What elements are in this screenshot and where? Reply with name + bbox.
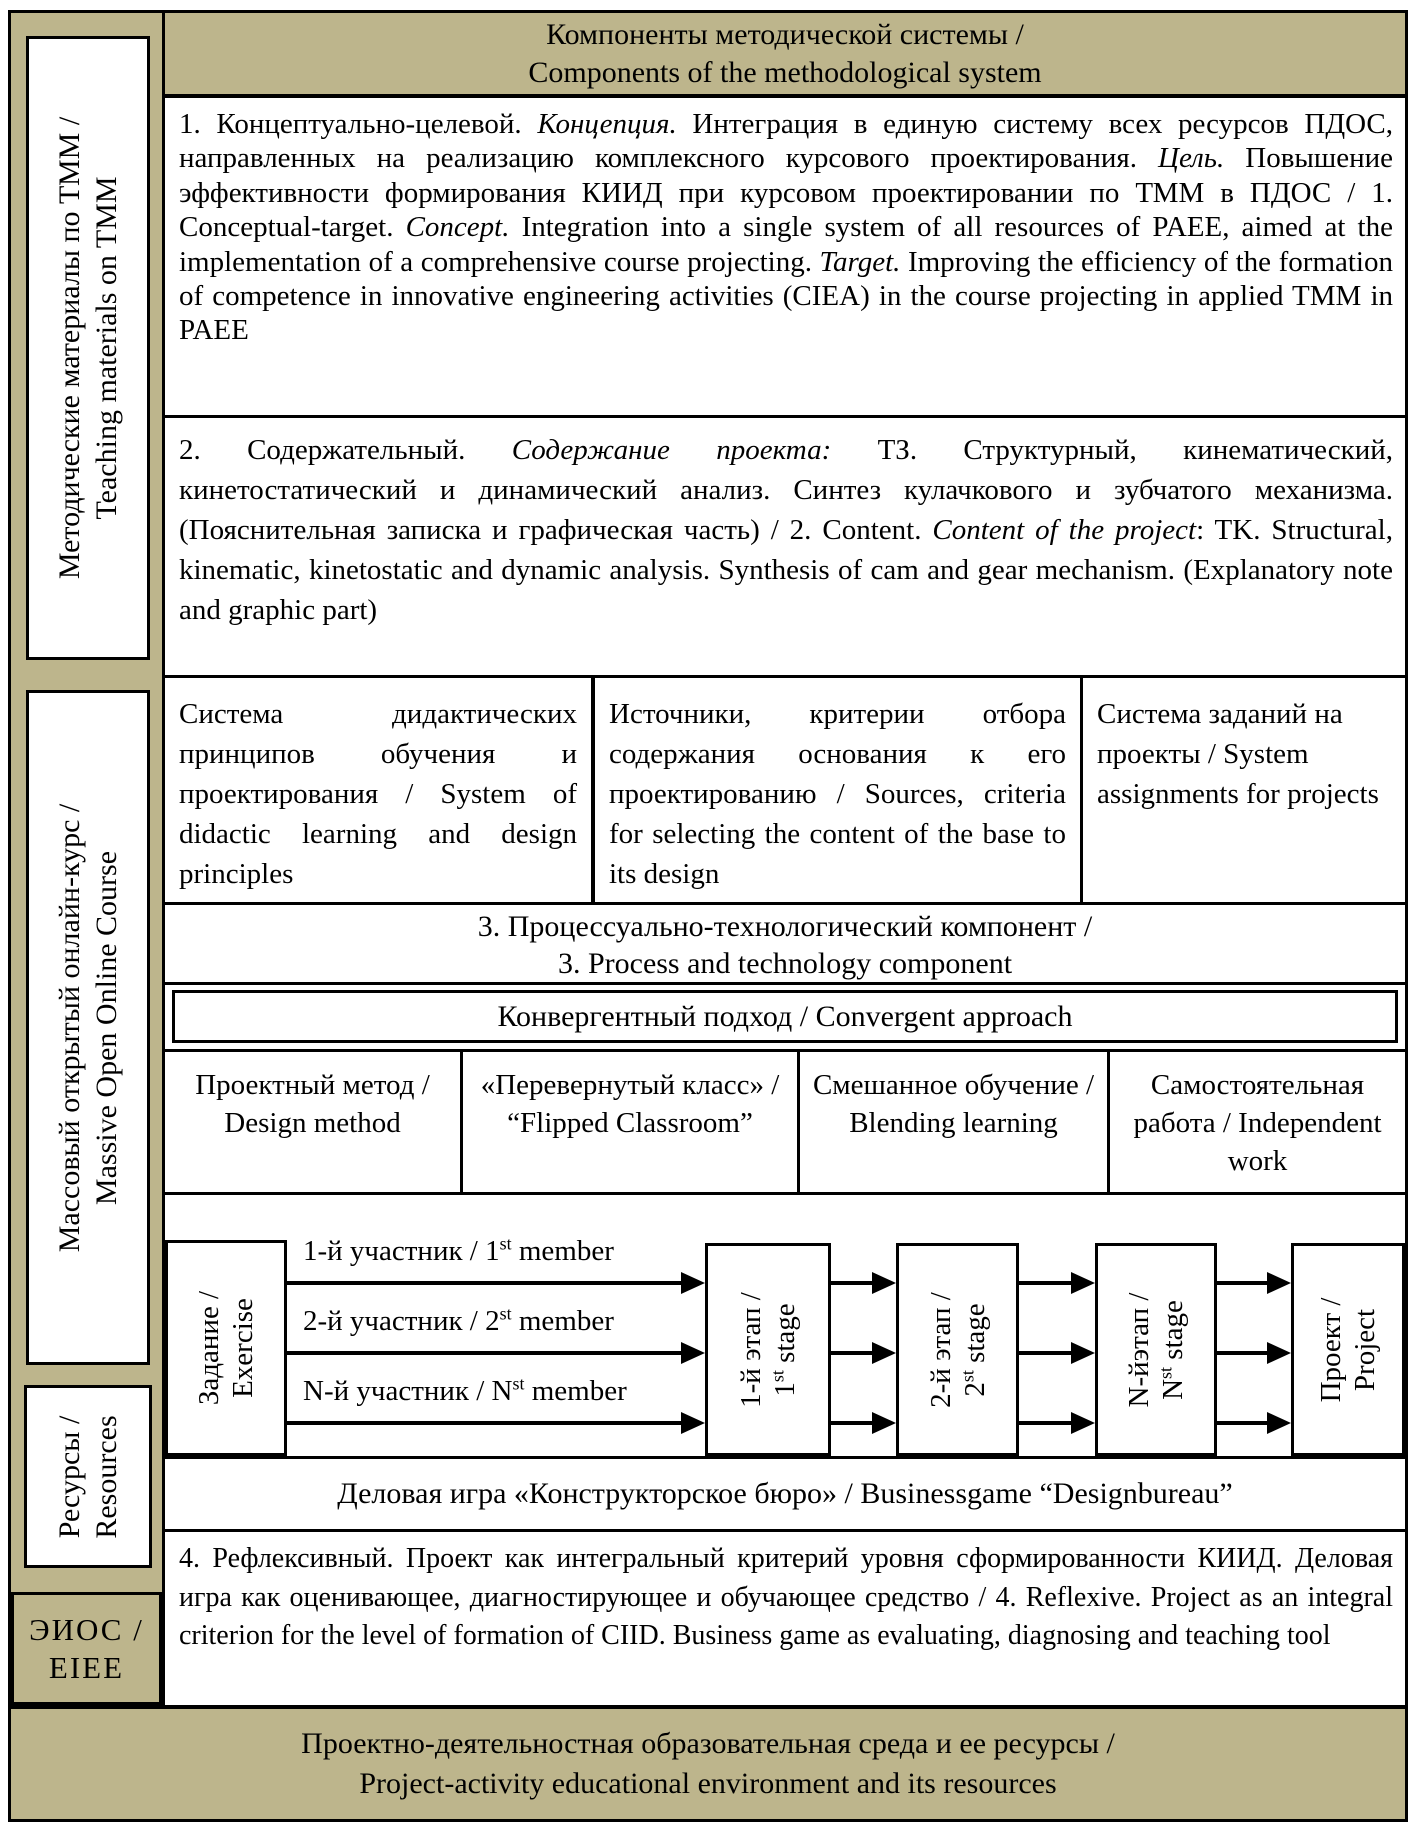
flow-label-stage-1 [734, 1292, 802, 1408]
flow-arrow-member-n [287, 1421, 681, 1425]
member-sup: st [512, 1373, 525, 1394]
member-text: N-й участник / N [303, 1375, 513, 1407]
member-text: 1-й участник / 1 [303, 1235, 500, 1267]
member-sup: st [499, 1233, 512, 1254]
process-line-ru: 3. Процессуально-технологический компонент / [477, 910, 1093, 943]
label-line: Exercise [227, 1298, 259, 1398]
sidebar-box-eiee [11, 1592, 162, 1705]
stage-sup: st [956, 1369, 977, 1382]
member-sup: st [499, 1303, 512, 1324]
stage-text: stage [1157, 1299, 1189, 1367]
row-teaching-methods [165, 1049, 1405, 1195]
flow-label-exercise [192, 1291, 260, 1405]
member-text: 2-й участник / 2 [303, 1305, 500, 1337]
cell-assignments-system: Система заданий на проекты / System assignments for projects [1097, 698, 1379, 810]
label-line: Массовый открытый онлайн-курс / [53, 803, 86, 1252]
block-content: 2. Содержательный. Содержание проекта: ТЗ. Структурный, кинематический, кинетостатический и динамический анализ. Синтез кулачкового и зубчатого механизма. (Пояснительная записка и графическая часть) / 2. Content. Content of the project: TK. Structural, kinematic, kinetostatic and dynamic analysis. Synthesis of cam and gear mechanism. (Explanatory note and graphic part) [165, 418, 1405, 678]
stage-text: stage [958, 1302, 991, 1370]
stage-sup: st [1155, 1366, 1176, 1379]
label-line [1156, 1292, 1190, 1407]
flow-arrow-stage-2-n [1019, 1351, 1071, 1355]
flow-label-member-1 [303, 1235, 614, 1268]
row-convergent-approach [165, 985, 1405, 1049]
row-didactic-sources-assignments [165, 678, 1405, 905]
sidebar-box-mooc [26, 690, 150, 1365]
flow-box-project [1291, 1243, 1405, 1456]
label-line: Massive Open Online Course [90, 850, 123, 1205]
label-line: Project [1349, 1308, 1381, 1391]
member-text: member [511, 1305, 614, 1337]
stage-text: N [1157, 1378, 1189, 1400]
flow-box-exercise [165, 1240, 287, 1456]
main-column [162, 13, 1405, 1705]
flow-label-stage-n [1122, 1292, 1190, 1407]
footer-line-ru: Проектно-деятельностная образовательная среда и ее ресурсы / [301, 1727, 1115, 1760]
flow-arrow-member-2 [287, 1351, 681, 1355]
member-text: member [511, 1235, 614, 1267]
sidebar-label-resources [51, 1415, 125, 1538]
cell-flipped-classroom: «Перевернутый класс» / “Flipped Classroom” [463, 1052, 800, 1192]
process-line-en: 3. Process and technology component [557, 947, 1013, 980]
flow-arrow-stage-1-2 [831, 1421, 872, 1425]
flow-box-stage-n [1095, 1243, 1217, 1456]
label-line: Teaching materials on TMM [90, 176, 123, 520]
flow-box-stage-1 [705, 1243, 831, 1456]
stage-text: 2 [958, 1381, 991, 1397]
label-line: Методические материалы по ТММ / [53, 116, 86, 580]
label-line: Resources [90, 1414, 123, 1539]
flow-arrow-stage-2-n [1019, 1421, 1071, 1425]
header-components [165, 13, 1405, 98]
flow-arrow-stage-2-n [1019, 1281, 1071, 1285]
label-line: N-йэтап / [1123, 1292, 1155, 1407]
label-line: Проект / [1315, 1297, 1347, 1402]
label-line: EIEE [48, 1649, 125, 1685]
label-line: Ресурсы / [53, 1415, 86, 1538]
label-line: 2-й этап / [924, 1291, 957, 1408]
convergent-approach-box [172, 990, 1398, 1043]
business-game-label: Деловая игра «Конструкторское бюро» / Businessgame “Designbureau” [337, 1477, 1233, 1510]
sidebar-box-teaching-materials [26, 36, 150, 660]
flow-box-stage-2 [896, 1243, 1019, 1456]
header-line-ru: Компоненты методической системы / [546, 18, 1024, 51]
flow-label-member-2 [303, 1305, 614, 1338]
flow-label-member-n [303, 1375, 627, 1408]
row-business-game [165, 1459, 1405, 1532]
footer-environment [11, 1705, 1405, 1819]
stage-text: stage [769, 1302, 801, 1370]
stage-sup: st [767, 1369, 788, 1382]
cell-blending-learning: Смешанное обучение / Blending learning [800, 1052, 1110, 1192]
cell-design-method: Проектный метод / Design method [165, 1052, 463, 1192]
block-reflexive: 4. Рефлексивный. Проект как интегральный критерий уровня сформированности КИИД. Деловая игра как оценивающее, диагностирующее и обучающее средство / 4. Reflexive. Project as an integral criterion for the level of formation of CIID. Business game as evaluating, diagnosing and teaching tool [179, 1543, 1393, 1651]
flow-arrow-stage-n-project [1217, 1421, 1267, 1425]
stage-text: 1 [769, 1381, 801, 1397]
sidebar-label-teaching-materials [51, 117, 125, 579]
flow-arrow-stage-n-project [1217, 1281, 1267, 1285]
header-line-en: Components of the methodological system [528, 56, 1042, 89]
sidebar-box-resources [24, 1385, 152, 1568]
row-process-technology [165, 905, 1405, 985]
cell-sources-criteria: Источники, критерии отбора содержания основания к его проектированию / Sources, criteria for selecting the content of the base to its design [595, 678, 1083, 902]
label-line: ЭИОС / [29, 1611, 144, 1647]
flow-diagram [165, 1195, 1405, 1459]
flow-arrow-stage-n-project [1217, 1351, 1267, 1355]
diagram-frame [8, 10, 1408, 1822]
cell-didactic-principles: Система дидактических принципов обучения и проектирования / System of didactic learning and design principles [165, 678, 595, 902]
flow-arrow-stage-1-2 [831, 1281, 872, 1285]
sidebar-label-mooc [51, 803, 125, 1252]
flow-label-project [1314, 1297, 1382, 1402]
cell-independent-work: Самостоятельная работа / Independent work [1133, 1069, 1382, 1177]
flow-label-stage-2 [924, 1292, 992, 1408]
label-line: Задание / [193, 1290, 225, 1406]
footer-line-en: Project-activity educational environment and its resources [359, 1767, 1057, 1800]
label-line [768, 1292, 802, 1408]
flow-arrow-stage-1-2 [831, 1351, 872, 1355]
label-line [958, 1292, 992, 1408]
label-line: 1-й этап / [735, 1291, 767, 1408]
block-conceptual-target: 1. Концептуально-целевой. Концепция. Интеграция в единую систему всех ресурсов ПДОС, направленных на реализацию комплексного курсового проектирования. Цель. Повышение эффективности формирования КИИД при курсовом проектировании по ТММ в ПДОС / 1. Conceptual-target. Concept. Integration into a single system of all resources of PAEE, aimed at the implementation of a comprehensive course projecting. Target. Improving the efficiency of the formation of competence in innovative engineering activities (CIEA) in the course projecting in applied TMM in PAEE [165, 98, 1405, 418]
flow-arrow-member-1 [287, 1281, 681, 1285]
convergent-approach-label: Конвергентный подход / Convergent approach [497, 999, 1073, 1033]
member-text: member [524, 1375, 627, 1407]
